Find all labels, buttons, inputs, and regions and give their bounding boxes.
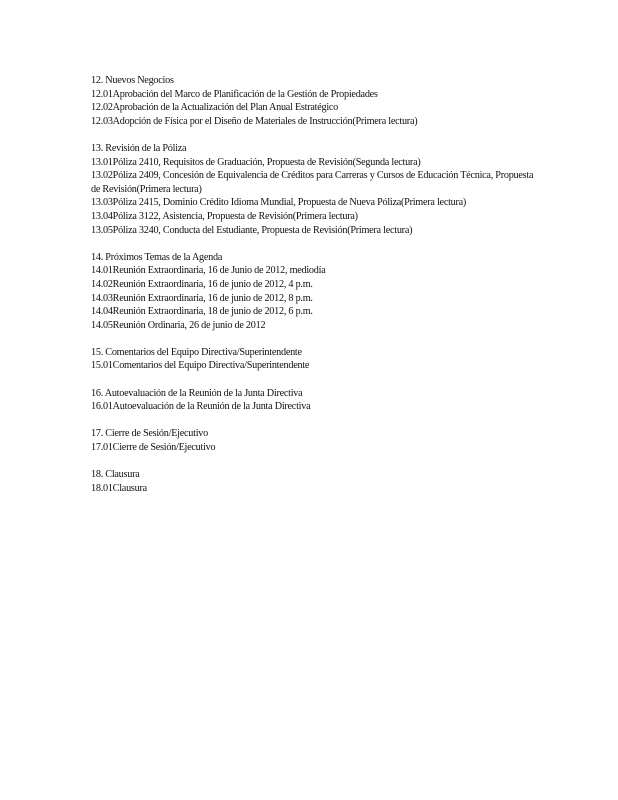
agenda-item: 12.01Aprobación del Marco de Planificación de la Gestión de Propiedades [91,88,378,100]
agenda-item: 14.04Reunión Extraordinaria, 18 de junio de 2012, 6 p.m. [91,306,313,318]
agenda-item: 15.01Comentarios del Equipo Directiva/Superintendente [91,360,310,372]
agenda-item: 14.05Reunión Ordinaria, 26 de junio de 2012 [91,319,266,331]
agenda-item: 14.03Reunión Extraordinaria, 16 de junio de 2012, 8 p.m. [91,292,313,304]
agenda-item: 14.01Reunión Extraordinaria, 16 de Junio de 2012, mediodía [91,265,326,277]
agenda-item: 18.01Clausura [91,482,147,494]
section-18-closing [91,468,541,495]
agenda-item: 14.02Reunión Extraordinaria, 16 de junio de 2012, 4 p.m. [91,278,313,290]
section-heading: 16. Autoevaluación de la Reunión de la Junta Directiva [91,387,303,399]
agenda-item: 13.04Póliza 3122, Asistencia, Propuesta de Revisión(Primera lectura) [91,210,358,222]
section-16-self-evaluation [91,387,541,414]
section-14-upcoming-agenda [91,251,541,333]
agenda-item: 12.02Aprobación de la Actualización del Plan Anual Estratégico [91,102,339,114]
agenda-item: 12.03Adopción de Física por el Diseño de Materiales de Instrucción(Primera lectura) [91,115,418,127]
agenda-item: 13.01Póliza 2410, Requisitos de Graduación, Propuesta de Revisión(Segunda lectura) [91,156,421,168]
section-15-comments [91,346,541,373]
agenda-item: 13.02Póliza 2409, Concesión de Equivalencia de Créditos para Carreras y Cursos de Educación Técnica, Propuesta de Revisión(Primera lectura) [91,170,534,195]
section-heading: 17. Cierre de Sesión/Ejecutivo [91,428,208,440]
agenda-item: 17.01Cierre de Sesión/Ejecutivo [91,442,216,454]
agenda-content [91,74,541,509]
section-17-executive-session [91,427,541,454]
section-13-policy-review [91,142,541,237]
section-heading: 18. Clausura [91,469,140,481]
agenda-item: 16.01Autoevaluación de la Reunión de la Junta Directiva [91,401,311,413]
section-heading: 15. Comentarios del Equipo Directiva/Superintendente [91,346,302,358]
agenda-item: 13.05Póliza 3240, Conducta del Estudiante, Propuesta de Revisión(Primera lectura) [91,224,413,236]
section-heading: 12. Nuevos Negocios [91,75,174,86]
section-12-new-business [91,74,541,128]
section-heading: 14. Próximos Temas de la Agenda [91,251,223,263]
section-heading: 13. Revisión de la Póliza [91,142,187,154]
agenda-item: 13.03Póliza 2415, Dominio Crédito Idioma Mundial, Propuesta de Nueva Póliza(Primera lectura) [91,197,467,209]
